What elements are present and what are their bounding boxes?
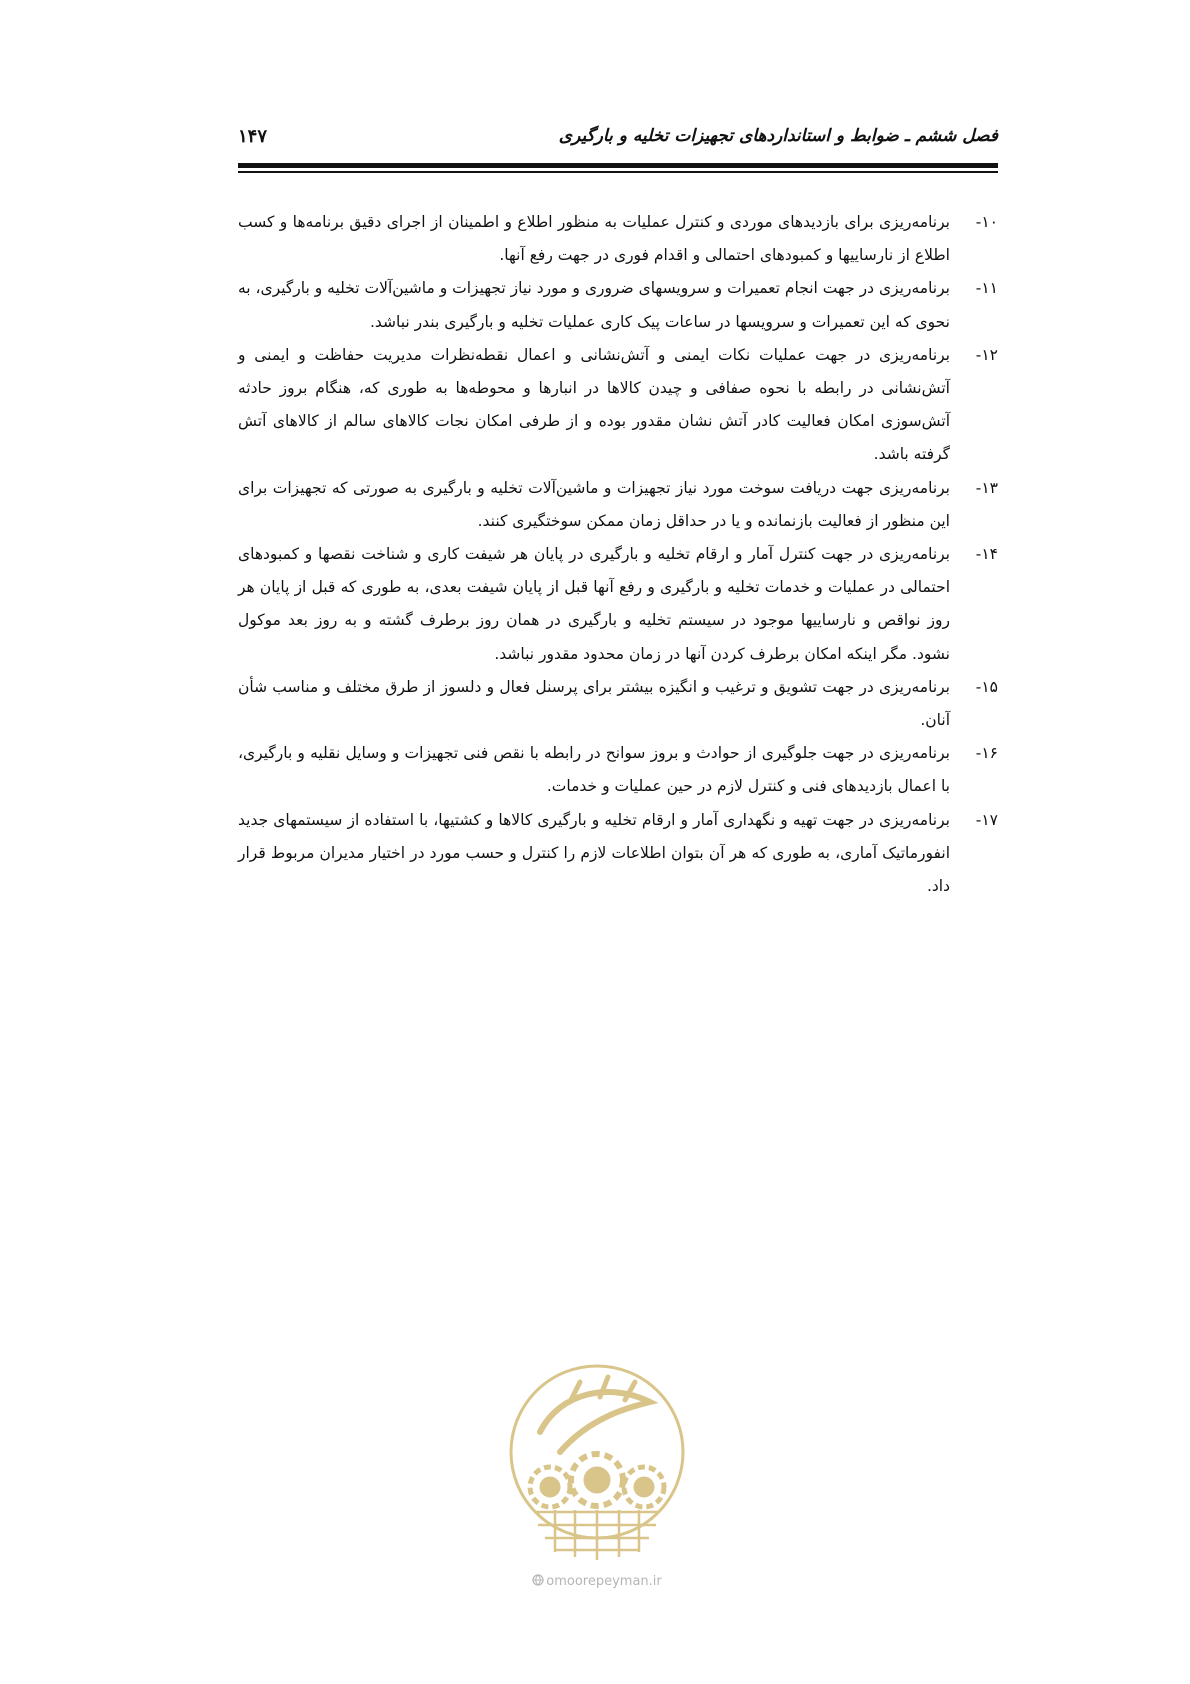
item-text: برنامه‌ریزی در جهت کنترل آمار و ارقام تخلیه و بارگیری در پایان هر شیفت کاری و شناخت نقصها و کمبودهای احتمالی در عملیات و خدمات تخلیه و بارگیری و رفع آنها قبل از پایان شیفت بعدی، به طوری که قبل از پایان هر روز نواقص و نارساییها موجود در سیستم تخلیه و بارگیری در همان روز برطرف گشته و به روز بعد موکول نشود. مگر اینکه امکان برطرف کردن آنها در زمان محدود مقدور نباشد. (238, 545, 950, 663)
page-number: ۱۴۷ (238, 126, 268, 147)
body-content (238, 206, 998, 903)
list-item-16 (238, 737, 998, 803)
item-text: برنامه‌ریزی در جهت انجام تعمیرات و سرویسهای ضروری و مورد نیاز تجهیزات و ماشین‌آلات تخلیه و بارگیری، به نحوی که این تعمیرات و سرویسها در ساعات پیک کاری عملیات تخلیه و بارگیری بندر نباشد. (238, 279, 950, 331)
item-text: برنامه‌ریزی در جهت عملیات نکات ایمنی و آتش‌نشانی و اعمال نقطه‌نظرات مدیریت حفاظت و ایمنی و آتش‌نشانی در رابطه با نحوه صفافی و چیدن کالاها در انبارها و محوطه‌ها به طوری که، هنگام بروز حادثه آتش‌سوزی امکان فعالیت کادر آتش نشان مقدور بوده و از طرفی امکان نجات کالاهای سالم از کالاهای آتش گرفته باشد. (238, 345, 950, 464)
item-text: برنامه‌ریزی در جهت تشویق و ترغیب و انگیزه بیشتر برای پرسنل فعال و دلسوز از طرق مختلف و مناسب شأن آنان. (238, 677, 950, 730)
list-item-15 (238, 671, 998, 737)
item-text: برنامه‌ریزی در جهت تهیه و نگهداری آمار و ارقام تخلیه و بارگیری کالاها و کشتیها، با استفاده از سیستمهای جدید انفورماتیک آماری، به طوری که هر آن بتوان اطلاعات لازم را کنترل و حسب مورد در اختیار مدیران مربوط قرار داد. (238, 810, 950, 896)
globe-icon (532, 1574, 544, 1586)
watermark-website (500, 1574, 694, 1589)
item-number: ۱۲- (975, 345, 998, 364)
item-number: ۱۱- (975, 279, 998, 298)
list-item-12 (238, 339, 998, 472)
list-item-13 (238, 472, 998, 538)
watermark-logo-icon (500, 1362, 694, 1562)
header-rule-thick (238, 163, 998, 168)
item-number: ۱۳- (975, 478, 998, 497)
list-item-10 (238, 206, 998, 272)
list-item-17 (238, 804, 998, 904)
page-header (238, 126, 998, 156)
item-text: برنامه‌ریزی برای بازدیدهای موردی و کنترل عملیات به منظور اطلاع و اطمینان از اجرای دقیق برنامه‌ها و کسب اطلاع از نارساییها و کمبودهای احتمالی و اقدام فوری در جهت رفع آنها. (238, 213, 950, 265)
item-number: ۱۶- (975, 744, 998, 763)
header-rule-thin (238, 171, 998, 173)
item-text: برنامه‌ریزی در جهت جلوگیری از حوادث و بروز سوانح در رابطه با نقص فنی تجهیزات و وسایل نقلیه و بارگیری، با اعمال بازدیدهای فنی و کنترل لازم در حین عملیات و خدمات. (238, 744, 950, 796)
website-text: omoorepeyman.ir (546, 1574, 662, 1589)
list-item-11 (238, 272, 998, 338)
item-number: ۱۵- (975, 677, 998, 696)
chapter-title: فصل ششم ـ ضوابط و استانداردهای تجهیزات تخلیه و بارگیری (558, 126, 998, 146)
item-text: برنامه‌ریزی جهت دریافت سوخت مورد نیاز تجهیزات و ماشین‌آلات تخلیه و بارگیری به صورتی که تجهیزات برای این منظور از فعالیت بازنمانده و یا در حداقل زمان ممکن سوختگیری کنند. (238, 478, 950, 530)
list-item-14 (238, 538, 998, 671)
item-number: ۱۷- (975, 810, 998, 829)
item-number: ۱۴- (975, 545, 998, 564)
item-number: ۱۰- (975, 213, 998, 231)
